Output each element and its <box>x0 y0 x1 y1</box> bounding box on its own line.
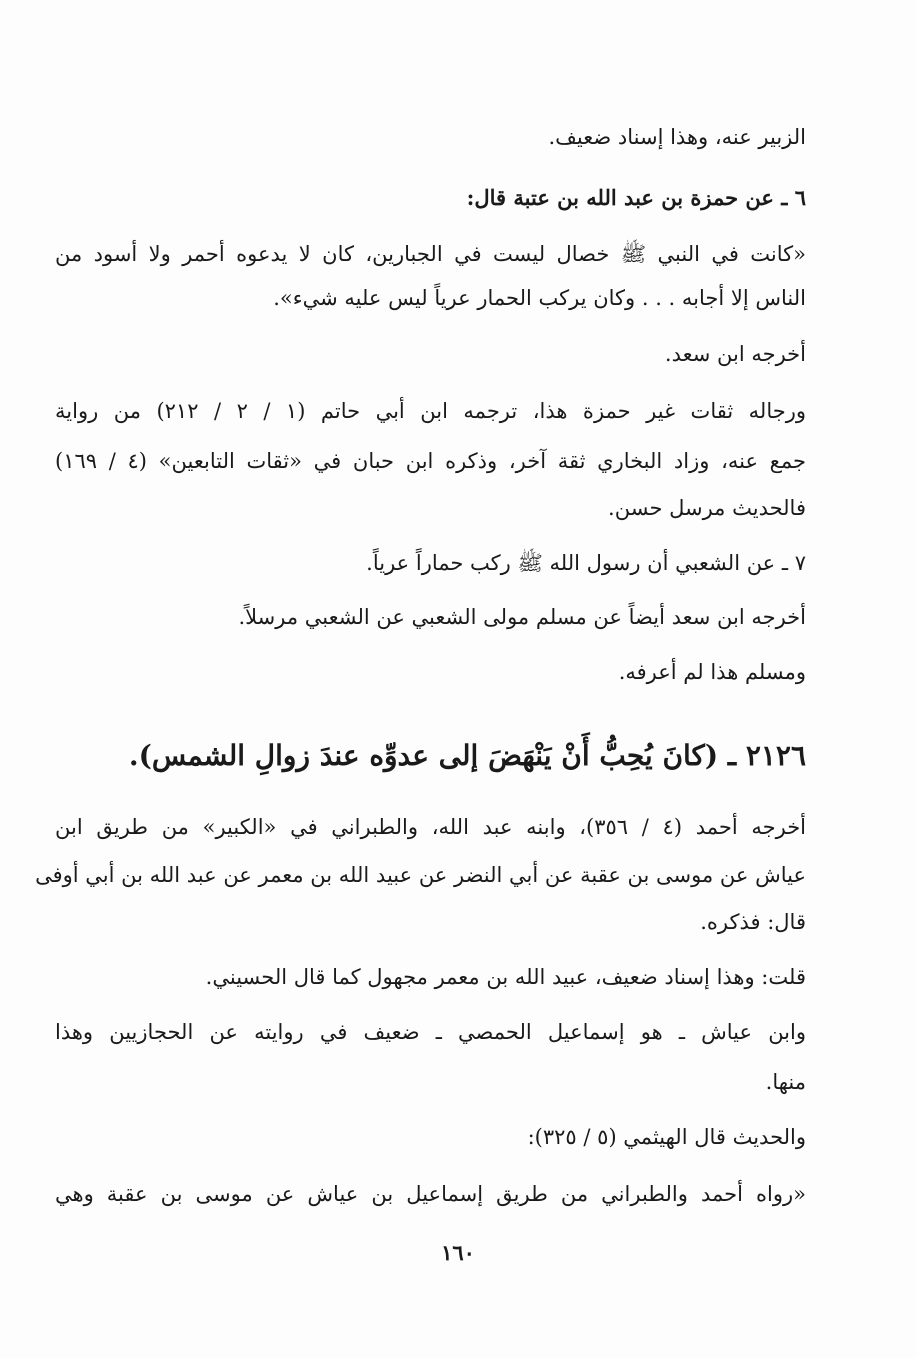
text-line: قلت: وهذا إسناد ضعيف، عبيد الله بن معمر مجهول كما قال الحسيني. <box>205 965 806 989</box>
text-line: وابن عياش ـ هو إسماعيل الحمصي ـ ضعيف في روايته عن الحجازيين وهذا <box>55 1020 806 1044</box>
quote-line: «كانت في النبي ﷺ خصال ليست في الجبارين، كان لا يدعوه أحمر ولا أسود من <box>55 242 806 266</box>
text-line: فالحديث مرسل حسن. <box>608 496 806 520</box>
text-line: أخرجه ابن سعد أيضاً عن مسلم مولى الشعبي عن الشعبي مرسلاً. <box>238 605 806 629</box>
text-line: والحديث قال الهيثمي (٥ / ٣٢٥): <box>527 1125 806 1149</box>
text-line: ومسلم هذا لم أعرفه. <box>618 660 806 684</box>
text-line: أخرجه ابن سعد. <box>664 342 806 366</box>
text-line: ورجاله ثقات غير حمزة هذا، ترجمه ابن أبي حاتم (١ / ٢ / ٢١٢) من رواية <box>55 399 806 423</box>
text-line: الزبير عنه، وهذا إسناد ضعيف. <box>548 125 806 149</box>
quote-line: الناس إلا أجابه . . . وكان يركب الحمار عرياً ليس عليه شيء». <box>273 286 806 310</box>
text-line: منها. <box>765 1070 806 1094</box>
quote-line: «رواه أحمد والطبراني من طريق إسماعيل بن عياش عن موسى بن عقبة وهي <box>55 1182 806 1206</box>
text-line: قال: فذكره. <box>700 910 806 934</box>
text-line: جمع عنه، وزاد البخاري ثقة آخر، وذكره ابن حبان في «ثقات التابعين» (٤ / ١٦٩) <box>55 449 806 473</box>
text-line: عياش عن موسى بن عقبة عن أبي النضر عن عبيد الله بن معمر عن عبد الله بن أبي أوفى <box>35 863 806 887</box>
numbered-item-heading: ٦ ـ عن حمزة بن عبد الله بن عتبة قال: <box>466 185 806 210</box>
page-number: ١٦٠ <box>441 1240 475 1265</box>
numbered-item-line: ٧ ـ عن الشعبي أن رسول الله ﷺ ركب حماراً عرياً. <box>366 551 806 575</box>
hadith-heading: ٢١٢٦ ـ (كانَ يُحِبُّ أَنْ يَنْهَضَ إلى عدوِّه عندَ زوالِ الشمس). <box>128 739 806 772</box>
text-line: أخرجه أحمد (٤ / ٣٥٦)، وابنه عبد الله، والطبراني في «الكبير» من طريق ابن <box>55 815 807 839</box>
